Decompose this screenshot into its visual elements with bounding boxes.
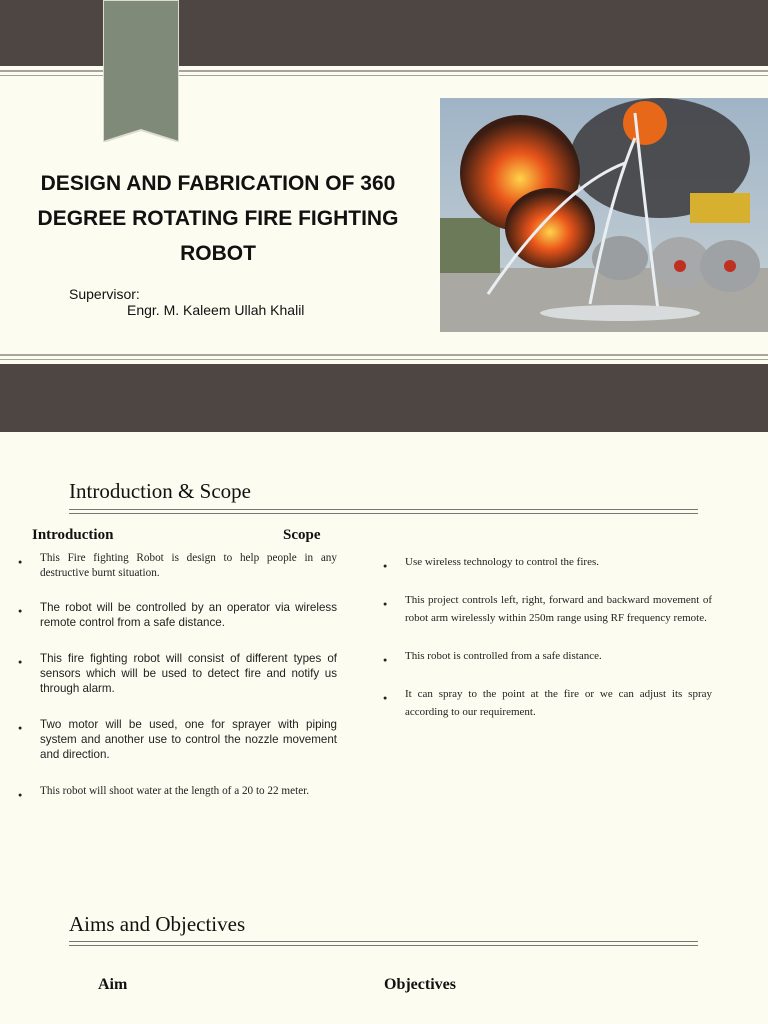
list-item: ● The robot will be controlled by an operator via wireless remote control from a safe distance. bbox=[18, 600, 337, 630]
list-item: ● This robot is controlled from a safe distance. bbox=[383, 647, 712, 665]
supervisor-name: Engr. M. Kaleem Ullah Khalil bbox=[127, 302, 305, 318]
slide-title: DESIGN AND FABRICATION OF 360 DEGREE ROTATING FIRE FIGHTING ROBOT bbox=[37, 172, 399, 265]
list-item: ● It can spray to the point at the fire or we can adjust its spray according to our requirement. bbox=[383, 685, 712, 721]
objectives-heading: Objectives bbox=[384, 976, 456, 993]
list-item: ● This fire fighting robot will consist of different types of sensors which will be used to detect fire and notify us through alarm. bbox=[18, 651, 337, 696]
ribbon-bookmark bbox=[103, 0, 179, 142]
list-item: ● Two motor will be used, one for sprayer with piping system and another use to control the nozzle movement and direction. bbox=[18, 717, 337, 762]
intro-section-rule bbox=[69, 509, 698, 514]
aims-section-rule bbox=[69, 941, 698, 946]
introduction-heading: Introduction bbox=[32, 527, 114, 543]
supervisor-label: Supervisor: bbox=[69, 286, 140, 302]
scope-heading: Scope bbox=[283, 527, 321, 543]
intro-section-title: Introduction & Scope bbox=[69, 479, 251, 503]
list-item: ● This project controls left, right, forward and backward movement of robot arm wirelessly within 250m range using RF frequency remote. bbox=[383, 591, 712, 627]
aims-section-title: Aims and Objectives bbox=[69, 912, 246, 936]
middle-band bbox=[0, 364, 768, 432]
fire-fighting-photo bbox=[440, 98, 768, 332]
list-item: ● Use wireless technology to control the fires. bbox=[383, 553, 712, 571]
mid-rule-thin bbox=[0, 359, 768, 360]
introduction-list bbox=[18, 551, 337, 799]
list-item: ● This Fire fighting Robot is design to help people in any destructive burnt situation. bbox=[18, 551, 337, 580]
list-item: ● This robot will shoot water at the length of a 20 to 22 meter. bbox=[18, 784, 337, 799]
aim-heading: Aim bbox=[98, 976, 128, 993]
mid-rule bbox=[0, 354, 768, 356]
scope-list bbox=[383, 553, 712, 721]
